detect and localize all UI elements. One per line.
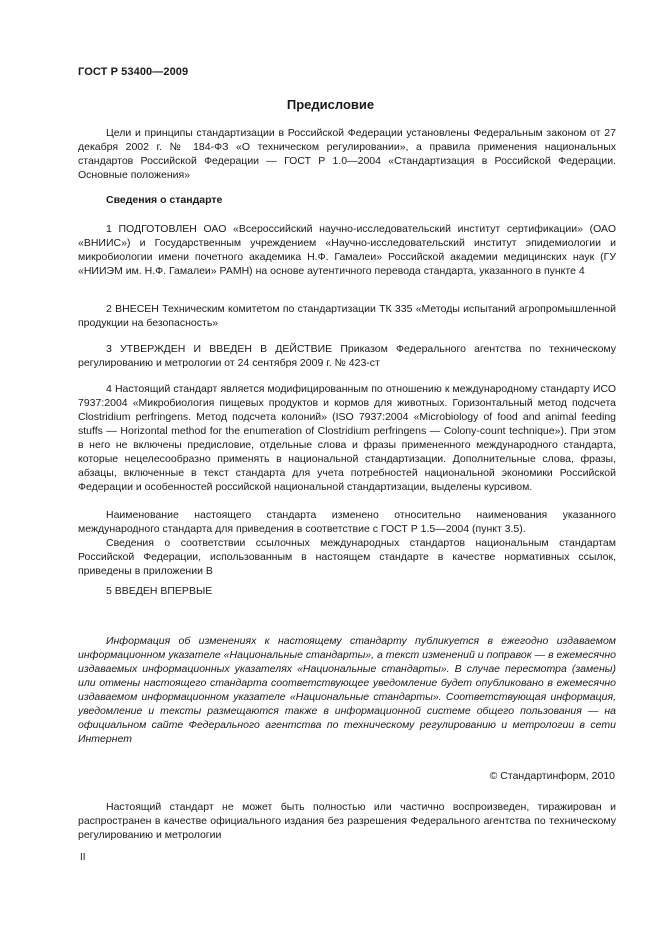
item-3-paragraph: 3 УТВЕРЖДЕН И ВВЕДЕН В ДЕЙСТВИЕ Приказом Федерального агентства по техническому регулированию и метрологии от 24 сентября 2009 г. № 423-ст xyxy=(78,343,616,369)
item-4-name-note: Наименование настоящего стандарта изменено относительно наименования указанного международного стандарта для приведения в соответствие с ГОСТ Р 1.5—2004 (пункт 3.5). xyxy=(78,509,616,535)
item-4-paragraph: 4 Настоящий стандарт является модифицированным по отношению к международному стандарту ИСО 7937:2004 «Микробиология пищевых продуктов и кормов для животных. Горизонтальный метод подсчета Clostridium perfringens. Метод подсчета колоний» (ISO 7937:2004 «Microbiology of food and animal feeding stuffs — Horizontal method for the enumeration of Clostridium perfringens — Colony-count technique»). При этом в него не включены предисловие, отдельные слова и фразы примененного международного стандарта, которые нецелесообразно применять в национальной стандартизации. Дополнительные слова, фразы, абзацы, включенные в текст стандарта для учета потребностей национальной экономики Российской Федерации и особенностей российской национальной стандартизации, выделены курсивом. xyxy=(78,383,616,493)
item-2-paragraph: 2 ВНЕСЕН Техническим комитетом по стандартизации ТК 335 «Методы испытаний агропромышленной продукции на безопасность» xyxy=(78,303,616,329)
section-heading: Сведения о стандарте xyxy=(106,194,223,206)
item-5-paragraph: 5 ВВЕДЕН ВПЕРВЫЕ xyxy=(106,585,213,597)
page-title: Предисловие xyxy=(286,97,375,112)
item-1-paragraph: 1 ПОДГОТОВЛЕН ОАО «Всероссийский научно-исследовательский институт сертификации» (ОАО «ВНИИС») и Государственным учреждением «Научно-исследовательский институт эпидемиологии и микробиологии имени почетного академика Н.Ф. Гамалеи» Российской академии медицинских наук (ГУ «НИИЭМ им. Н.Ф. Гамалеи» РАМН) на основе аутентичного перевода стандарта, указанного в пункте 4 xyxy=(78,223,616,277)
info-notice: Информация об изменениях к настоящему стандарту публикуется в ежегодно издаваемом информационном указателе «Национальные стандарты», а текст изменений и поправок — в ежемесячно издаваемых информационных указателях «Национальные стандарты». В случае пересмотра (замены) или отмены настоящего стандарта соответствующее уведомление будет опубликовано в ежемесячно издаваемом информационном указателе «Национальные стандарты». Соответствующая информация, уведомление и тексты размещаются также в информационной системе общего пользования — на официальном сайте Федерального агентства по техническому регулированию и метрологии в сети Интернет xyxy=(78,635,616,745)
document-code: ГОСТ Р 53400—2009 xyxy=(78,66,189,78)
page-number: II xyxy=(80,852,86,863)
reproduction-notice: Настоящий стандарт не может быть полностью или частично воспроизведен, тиражирован и распространен в качестве официального издания без разрешения Федерального агентства по техническому регулированию и метрологии xyxy=(78,801,616,841)
item-4-references-note: Сведения о соответствии ссылочных международных стандартов национальным стандартам Российской Федерации, использованным в настоящем стандарте в качестве нормативных ссылок, приведены в приложении В xyxy=(78,537,616,577)
intro-paragraph: Цели и принципы стандартизации в Российской Федерации установлены Федеральным законом от 27 декабря 2002 г. № 184-ФЗ «О техническом регулировании», а правила применения национальных стандартов Российской Федерации — ГОСТ Р 1.0—2004 «Стандартизация в Российской Федерации. Основные положения» xyxy=(78,127,616,181)
copyright-line: © Стандартинформ, 2010 xyxy=(489,770,615,782)
